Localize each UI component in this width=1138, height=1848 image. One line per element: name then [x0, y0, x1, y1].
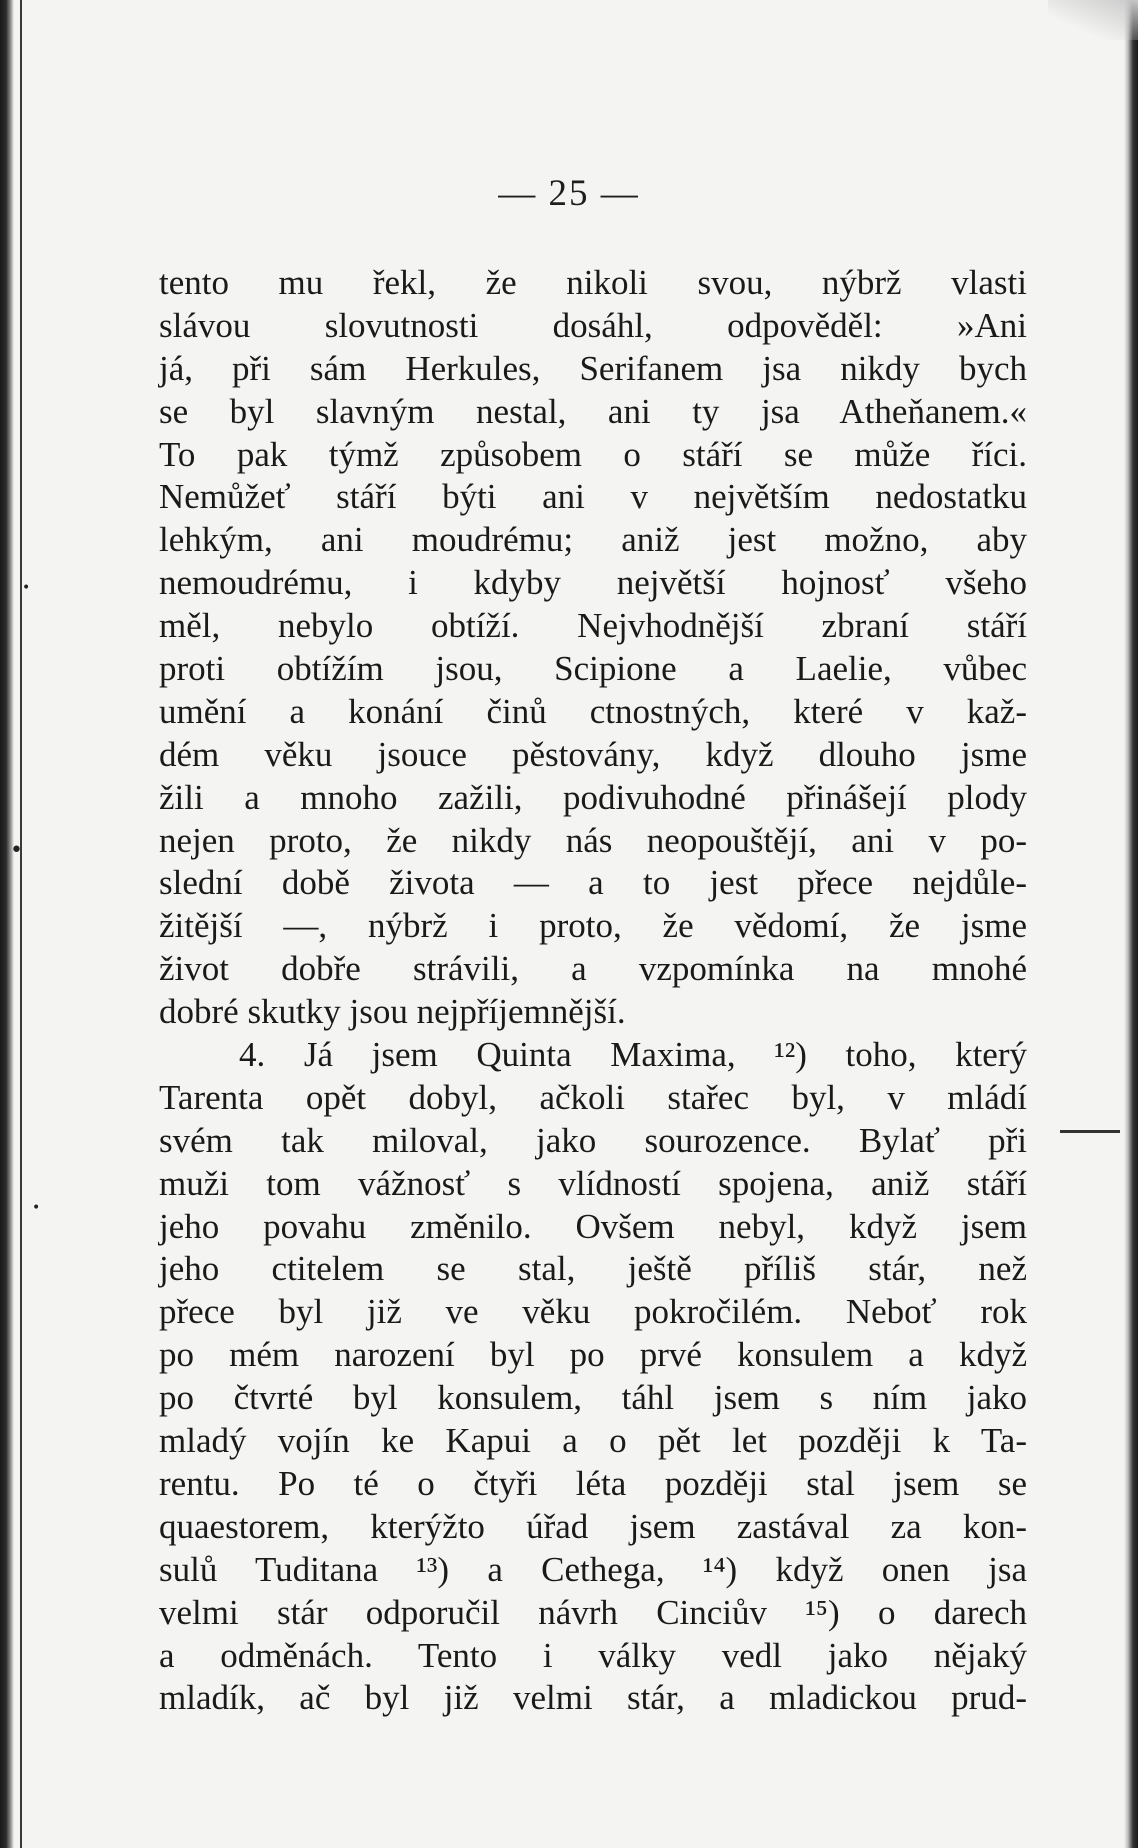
text-line: jeho povahu změnilo. Ovšem nebyl, když jsem	[159, 1206, 1027, 1246]
binding-rule	[20, 0, 22, 1848]
text-line: dobré skutky jsou nejpříjemnější.	[159, 992, 626, 1032]
text-line: To pak týmž způsobem o stáří se může říci.	[159, 434, 1027, 474]
text-line: quaestorem, kterýžto úřad jsem zastával za kon-	[159, 1506, 1027, 1546]
text-line: 4. Já jsem Quinta Maxima, ¹²) toho, který	[239, 1035, 1027, 1075]
page-corner-shadow	[1048, 0, 1138, 40]
text-line: po čtvrté byl konsulem, táhl jsem s ním jako	[159, 1378, 1027, 1418]
text-line: svém tak miloval, jako sourozence. Bylať při	[159, 1120, 1027, 1160]
text-line: mladý vojín ke Kapui a o pět let později k Ta-	[159, 1421, 1027, 1461]
text-line: nemoudrému, i kdyby největší hojnosť všeho	[159, 563, 1027, 603]
text-line: muži tom vážnosť s vlídností spojena, aniž stáří	[159, 1163, 1027, 1203]
text-line: mladík, ač byl již velmi stár, a mladickou prud-	[159, 1678, 1027, 1718]
text-line: přece byl již ve věku pokročilém. Neboť rok	[159, 1292, 1027, 1332]
text-line: se byl slavným nestal, ani ty jsa Atheňanem.«	[159, 391, 1027, 431]
text-line: měl, nebylo obtíží. Nejvhodnější zbraní stáří	[159, 606, 1027, 646]
text-line: Nemůžeť stáří býti ani v největším nedostatku	[159, 477, 1027, 517]
text-line: dém věku jsouce pěstovány, když dlouho jsme	[159, 734, 1027, 774]
text-line: slední době života — a to jest přece nejdůle-	[159, 863, 1027, 903]
text-line: život dobře strávili, a vzpomínka na mnohé	[159, 949, 1027, 989]
text-line: žili a mnoho zažili, podivuhodné přinášejí plody	[159, 777, 1027, 817]
text-line: tento mu řekl, že nikoli svou, nýbrž vlasti	[159, 263, 1027, 302]
page-number: — 25 —	[498, 173, 640, 214]
text-line: umění a konání činů ctnostných, které v kaž-	[159, 691, 1027, 731]
margin-dash	[1060, 1130, 1120, 1133]
text-line: proti obtížím jsou, Scipione a Laelie, vůbec	[159, 649, 1027, 689]
text-line: sulů Tuditana ¹³) a Cethega, ¹⁴) když onen jsa	[159, 1549, 1027, 1589]
page-edge-right	[1124, 0, 1138, 1848]
text-line: velmi stár odporučil návrh Cinciův ¹⁵) o darech	[159, 1592, 1027, 1632]
binding-edge-left	[0, 0, 14, 1848]
text-line: žitější —, nýbrž i proto, že vědomí, že jsme	[159, 906, 1027, 946]
text-line: Tarenta opět dobyl, ačkoli stařec byl, v mládí	[159, 1077, 1027, 1117]
text-line: slávou slovutnosti dosáhl, odpověděl: »Ani	[159, 305, 1027, 345]
text-line: rentu. Po té o čtyři léta později stal jsem se	[159, 1463, 1027, 1503]
text-line: a odměnách. Tento i války vedl jako nějaký	[159, 1635, 1027, 1675]
margin-dot: •	[22, 580, 31, 596]
margin-dot: •	[32, 1200, 41, 1216]
text-line: lehkým, ani moudrému; aniž jest možno, aby	[159, 520, 1027, 560]
text-line: jeho ctitelem se stal, ještě příliš stár, než	[159, 1249, 1027, 1289]
text-line: nejen proto, že nikdy nás neopouštějí, ani v po-	[159, 820, 1027, 860]
margin-dot: •	[10, 838, 23, 863]
text-line: já, při sám Herkules, Serifanem jsa nikdy bych	[159, 348, 1027, 388]
text-line: po mém narození byl po prvé konsulem a když	[159, 1335, 1027, 1375]
body-text	[159, 262, 1027, 1720]
